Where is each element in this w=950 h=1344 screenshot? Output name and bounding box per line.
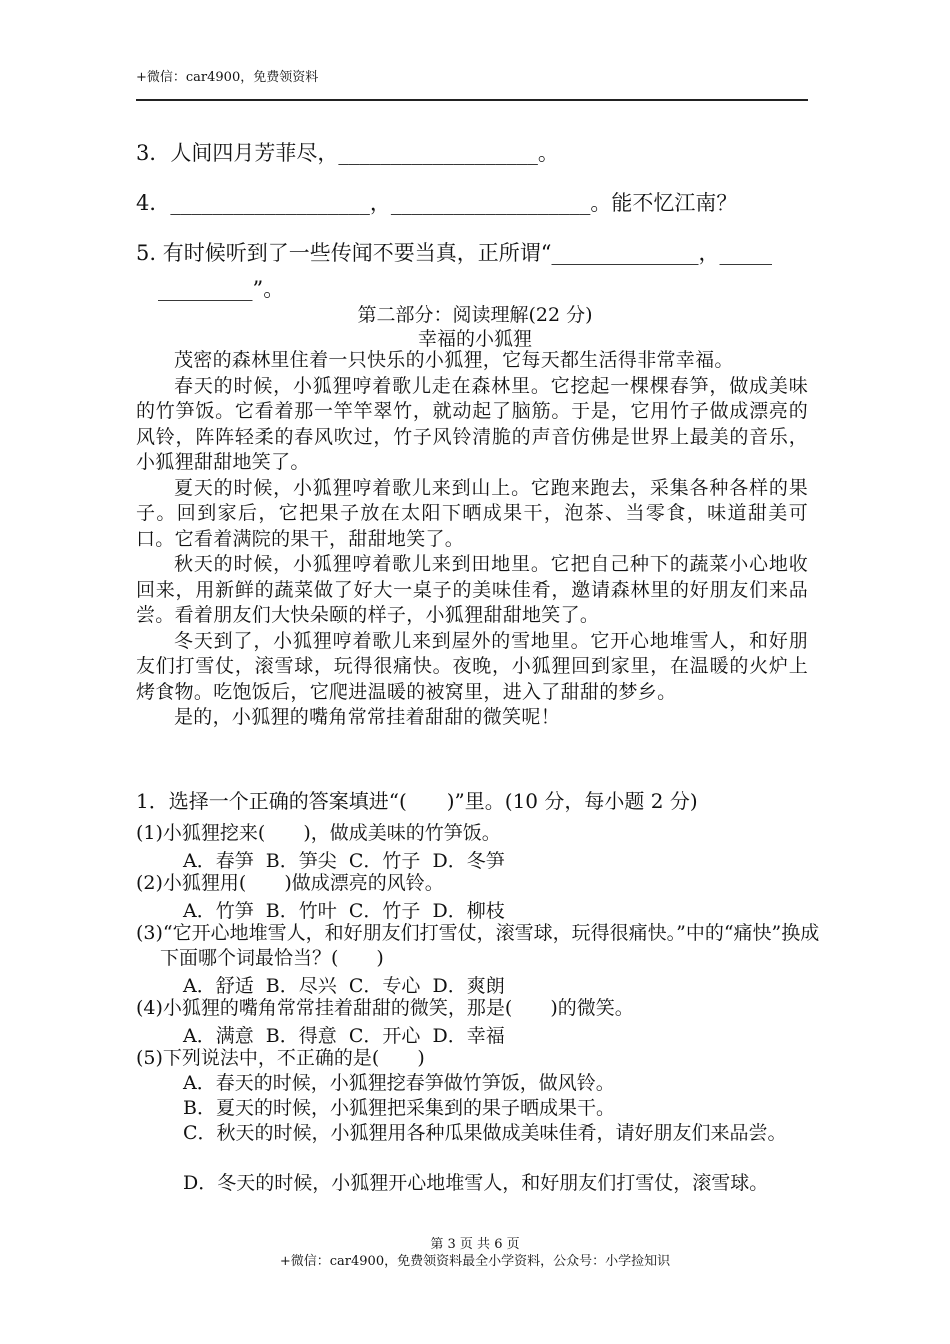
question-1-prompt: 1．选择一个正确的答案填进“( )”里。(10 分，每小题 2 分) bbox=[136, 789, 698, 813]
story-paragraph: 冬天到了，小狐狸哼着歌儿来到屋外的雪地里。它开心地堆雪人，和好朋友们打雪仗，滚雪球，玩得很痛快。夜晚，小狐狸回到家里，在温暖的火炉上烤食物。吃饱饭后，它爬进温暖的被窝里，进入了甜甜的梦乡。 bbox=[136, 629, 808, 703]
subquestion-5-option-d: D．冬天的时候，小狐狸开心地堆雪人，和好朋友们打雪仗，滚雪球。 bbox=[183, 1172, 769, 1194]
story-paragraph: 是的，小狐狸的嘴角常常挂着甜甜的微笑呢！ bbox=[174, 706, 561, 728]
subquestion-1: (1)小狐狸挖来( )，做成美味的竹笋饭。 bbox=[136, 822, 501, 844]
story-body bbox=[136, 348, 808, 731]
section-title: 第二部分：阅读理解(22 分) bbox=[357, 304, 593, 326]
subquestion-1-options: A．春笋 B．笋尖 C．竹子 D．冬笋 bbox=[183, 850, 505, 872]
story-title: 幸福的小狐狸 bbox=[417, 328, 532, 350]
story-paragraph: 茂密的森林里住着一只快乐的小狐狸，它每天都生活得非常幸福。 bbox=[174, 349, 734, 371]
fill-blank-5: 5. 有时候听到了一些传闻不要当真，正所谓“______________，_____ bbox=[136, 241, 772, 265]
subquestion-3-options: A．舒适 B．尽兴 C．专心 D．爽朗 bbox=[183, 975, 505, 997]
subquestion-3: (3)“它开心地堆雪人，和好朋友们打雪仗，滚雪球，玩得很痛快。”中的“痛快”换成下面哪个词最恰当？( ) bbox=[136, 922, 820, 969]
header-divider bbox=[136, 99, 808, 101]
footer-contact: +微信：car4900，免费领资料最全小学资料，公众号：小学捡知识 bbox=[279, 1254, 671, 1269]
subquestion-5-option-b: B．夏天的时候，小狐狸把采集到的果子晒成果干。 bbox=[183, 1097, 615, 1119]
story-paragraph: 春天的时候，小狐狸哼着歌儿走在森林里。它挖起一棵棵春笋，做成美味的竹笋饭。它看着那一竿竿翠竹，就动起了脑筋。于是，它用竹子做成漂亮的风铃，阵阵轻柔的春风吹过，竹子风铃清脆的声音仿佛是世界上最美的音乐，小狐狸甜甜地笑了。 bbox=[136, 374, 808, 473]
header-text: +微信：car4900，免费领资料 bbox=[136, 70, 319, 85]
subquestion-5-option-a: A．春天的时候，小狐狸挖春笋做竹笋饭，做风铃。 bbox=[183, 1072, 615, 1094]
fill-blank-5-cont: _________”。 bbox=[158, 277, 285, 301]
fill-blank-3: 3．人间四月芳菲尽，___________________。 bbox=[136, 141, 559, 165]
subquestion-5: (5)下列说法中，不正确的是( ) bbox=[136, 1047, 425, 1069]
subquestion-4-options: A．满意 B．得意 C．开心 D．幸福 bbox=[183, 1025, 505, 1047]
subquestion-2-options: A．竹笋 B．竹叶 C．竹子 D．柳枝 bbox=[183, 900, 505, 922]
fill-blank-4: 4．___________________，___________________。能不忆江南？ bbox=[136, 191, 738, 215]
subquestion-2: (2)小狐狸用( )做成漂亮的风铃。 bbox=[136, 872, 444, 894]
subquestion-4: (4)小狐狸的嘴角常常挂着甜甜的微笑，那是( )的微笑。 bbox=[136, 997, 634, 1019]
subquestion-5-option-c: C．秋天的时候，小狐狸用各种瓜果做成美味佳肴，请好朋友们来品尝。 bbox=[183, 1122, 787, 1144]
story-paragraph: 秋天的时候，小狐狸哼着歌儿来到田地里。它把自己种下的蔬菜小心地收回来，用新鲜的蔬菜做了好大一桌子的美味佳肴，邀请森林里的好朋友们来品尝。看着朋友们大快朵颐的样子，小狐狸甜甜地笑了。 bbox=[136, 553, 808, 626]
page-number: 第 3 页 共 6 页 bbox=[430, 1237, 520, 1252]
story-paragraph: 夏天的时候，小狐狸哼着歌儿来到山上。它跑来跑去，采集各种各样的果子。回到家后，它把果子放在太阳下晒成果干，泡茶、当零食，味道甜美可口。它看着满院的果干，甜甜地笑了。 bbox=[136, 476, 808, 550]
